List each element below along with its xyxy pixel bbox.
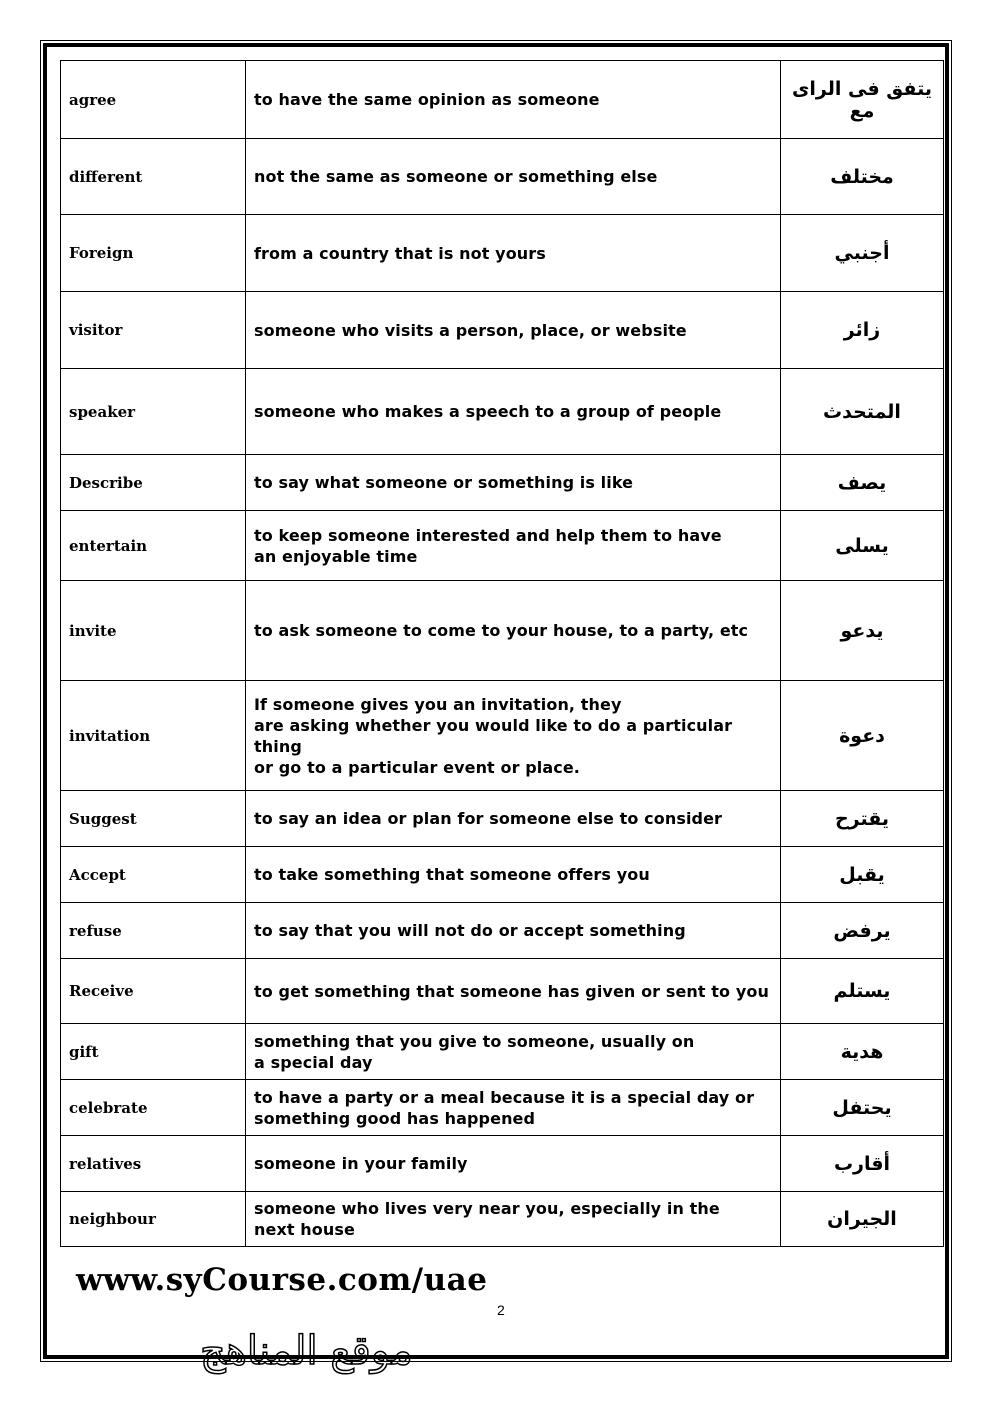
- vocabulary-table-body: [61, 61, 944, 1247]
- table-row: [61, 215, 944, 292]
- arabic-cell: يقبل: [781, 847, 944, 903]
- arabic-cell: دعوة: [781, 681, 944, 791]
- definition-cell: someone who lives very near you, especially in the next house: [246, 1192, 781, 1247]
- word-cell: Accept: [61, 847, 246, 903]
- website-link[interactable]: www.syCourse.com/uae: [76, 1262, 488, 1298]
- arabic-cell: يدعو: [781, 581, 944, 681]
- arabic-cell: يتفق فى الراى مع: [781, 61, 944, 139]
- word-cell: agree: [61, 61, 246, 139]
- table-row: [61, 681, 944, 791]
- definition-cell: from a country that is not yours: [246, 215, 781, 292]
- table-row: [61, 511, 944, 581]
- definition-cell: not the same as someone or something else: [246, 139, 781, 215]
- arabic-cell: المتحدث: [781, 369, 944, 455]
- word-cell: neighbour: [61, 1192, 246, 1247]
- table-row: [61, 791, 944, 847]
- page-number: 2: [497, 1302, 505, 1318]
- arabic-cell: يصف: [781, 455, 944, 511]
- vocabulary-table: [60, 60, 944, 1247]
- definition-cell: to take something that someone offers you: [246, 847, 781, 903]
- definition-cell: someone who makes a speech to a group of people: [246, 369, 781, 455]
- definition-cell: to say an idea or plan for someone else to consider: [246, 791, 781, 847]
- word-cell: gift: [61, 1024, 246, 1080]
- word-cell: celebrate: [61, 1080, 246, 1136]
- definition-cell: to have the same opinion as someone: [246, 61, 781, 139]
- table-row: [61, 847, 944, 903]
- definition-cell: to have a party or a meal because it is a special day or something good has happened: [246, 1080, 781, 1136]
- arabic-cell: زائر: [781, 292, 944, 369]
- definition-cell: to ask someone to come to your house, to a party, etc: [246, 581, 781, 681]
- word-cell: invitation: [61, 681, 246, 791]
- definition-cell: to say what someone or something is like: [246, 455, 781, 511]
- table-row: [61, 61, 944, 139]
- arabic-cell: مختلف: [781, 139, 944, 215]
- word-cell: Receive: [61, 959, 246, 1024]
- arabic-cell: أجنبي: [781, 215, 944, 292]
- table-row: [61, 1080, 944, 1136]
- definition-cell: to get something that someone has given or sent to you: [246, 959, 781, 1024]
- word-cell: different: [61, 139, 246, 215]
- word-cell: refuse: [61, 903, 246, 959]
- table-row: [61, 292, 944, 369]
- definition-cell: to keep someone interested and help them to have an enjoyable time: [246, 511, 781, 581]
- definition-cell: someone in your family: [246, 1136, 781, 1192]
- table-row: [61, 959, 944, 1024]
- word-cell: entertain: [61, 511, 246, 581]
- table-row: [61, 455, 944, 511]
- word-cell: visitor: [61, 292, 246, 369]
- arabic-cell: يرفض: [781, 903, 944, 959]
- table-row: [61, 139, 944, 215]
- definition-cell: If someone gives you an invitation, they are asking whether you would like to do a particular thing or go to a particular event or place.: [246, 681, 781, 791]
- arabic-cell: هدية: [781, 1024, 944, 1080]
- word-cell: Describe: [61, 455, 246, 511]
- definition-cell: something that you give to someone, usually on a special day: [246, 1024, 781, 1080]
- arabic-cell: يقترح: [781, 791, 944, 847]
- table-row: [61, 1136, 944, 1192]
- arabic-cell: يسلى: [781, 511, 944, 581]
- arabic-cell: أقارب: [781, 1136, 944, 1192]
- table-row: [61, 1192, 944, 1247]
- word-cell: Foreign: [61, 215, 246, 292]
- word-cell: invite: [61, 581, 246, 681]
- word-cell: Suggest: [61, 791, 246, 847]
- word-cell: relatives: [61, 1136, 246, 1192]
- arabic-cell: يستلم: [781, 959, 944, 1024]
- definition-cell: to say that you will not do or accept something: [246, 903, 781, 959]
- table-row: [61, 1024, 944, 1080]
- arabic-cell: يحتفل: [781, 1080, 944, 1136]
- definition-cell: someone who visits a person, place, or website: [246, 292, 781, 369]
- arabic-cell: الجيران: [781, 1192, 944, 1247]
- table-row: [61, 581, 944, 681]
- table-row: [61, 903, 944, 959]
- table-row: [61, 369, 944, 455]
- word-cell: speaker: [61, 369, 246, 455]
- brand-watermark: موقع المناهج: [200, 1328, 413, 1374]
